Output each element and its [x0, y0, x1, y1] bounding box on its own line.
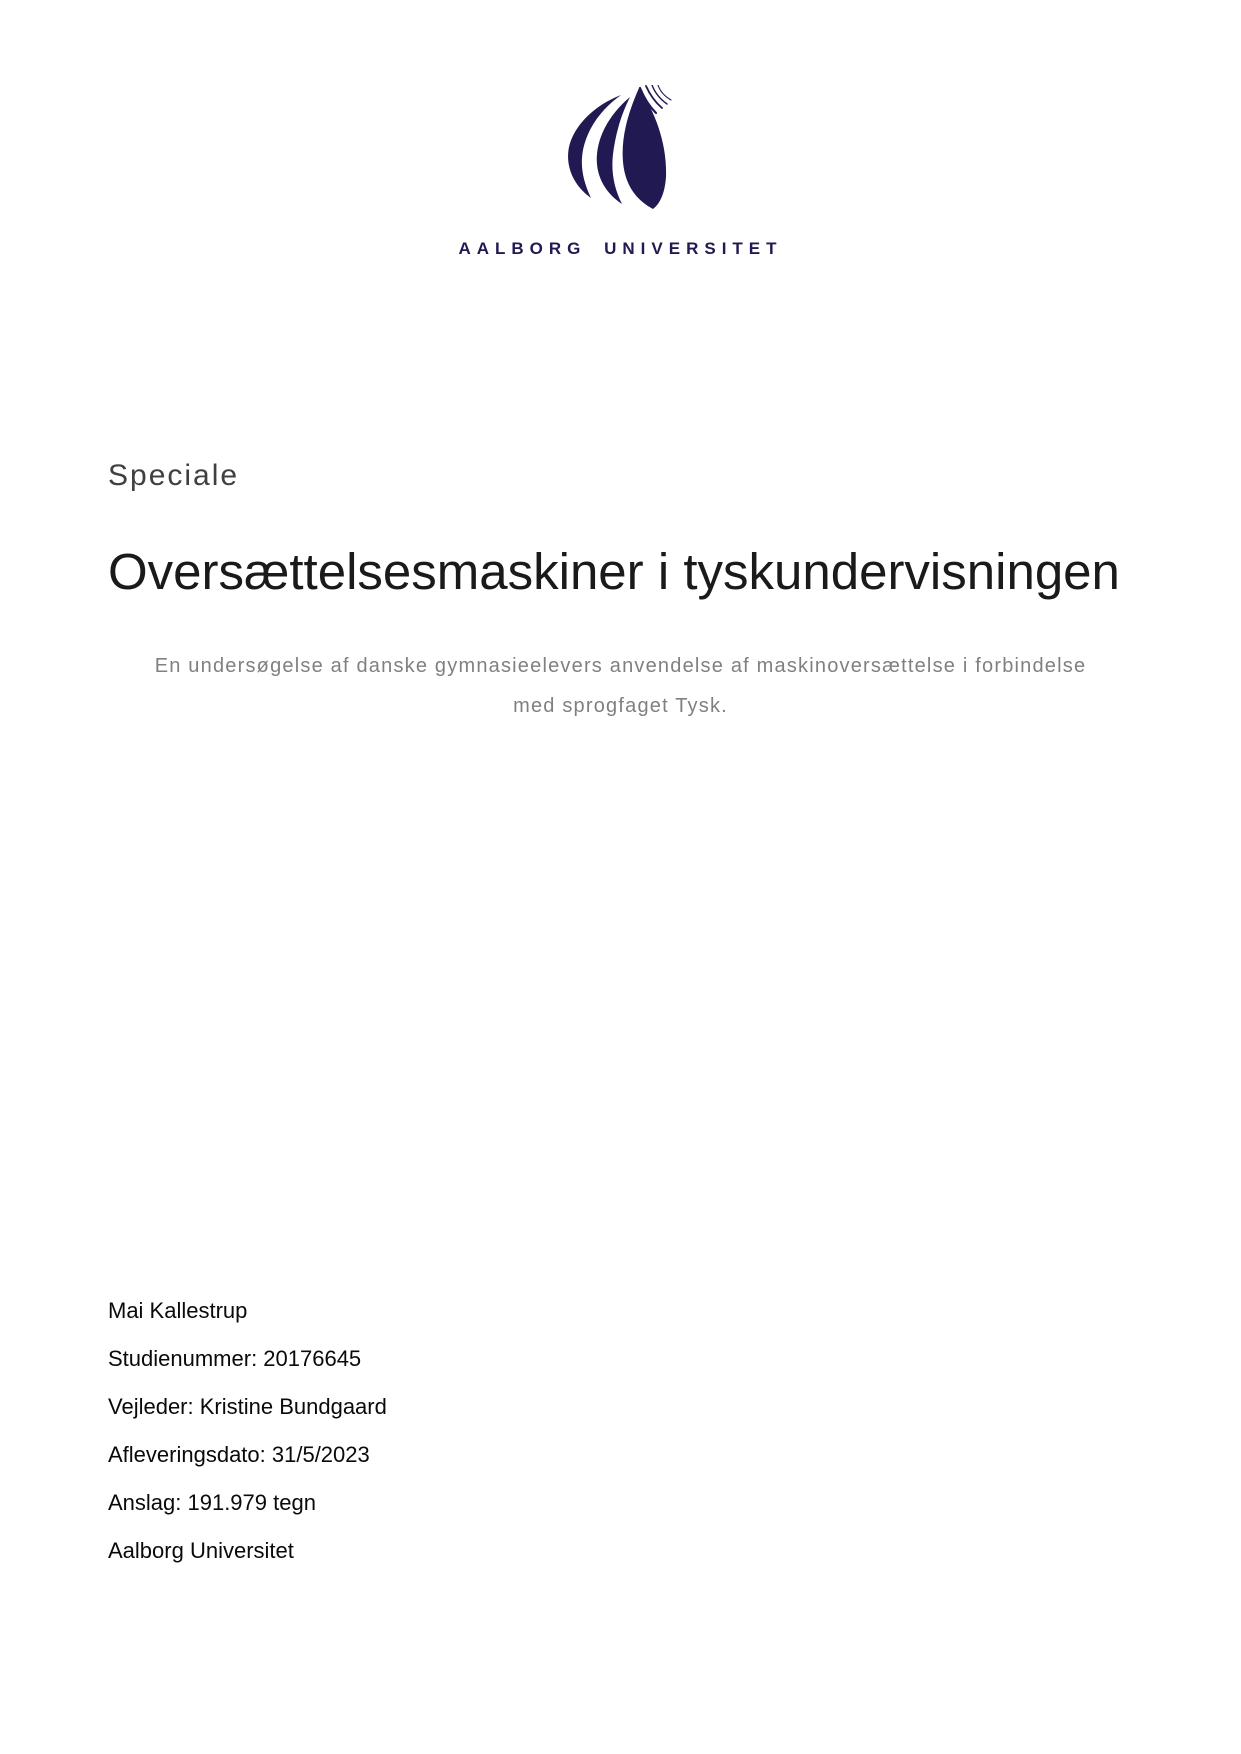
institution-name: Aalborg Universitet: [108, 1538, 294, 1563]
character-count: Anslag: 191.979 tegn: [108, 1490, 316, 1515]
university-logo: [0, 85, 1241, 259]
author-name: Mai Kallestrup: [108, 1298, 248, 1323]
author-info-block: [108, 1287, 387, 1575]
aau-swirl-logo-icon: [563, 85, 679, 213]
subtitle-line-2: med sprogfaget Tysk.: [513, 695, 728, 717]
supervisor: Vejleder: Kristine Bundgaard: [108, 1394, 387, 1419]
subtitle-line-1: En undersøgelse af danske gymnasieelevers anvendelse af maskinoversættelse i forbindelse: [154, 655, 1087, 677]
page-title: Oversættelsesmaskiner i tyskundervisningen: [108, 543, 1120, 600]
page-subtitle: [108, 646, 1133, 726]
student-number: Studienummer: 20176645: [108, 1346, 362, 1371]
university-wordmark: AALBORG UNIVERSITET: [458, 239, 783, 258]
submission-date: Afleveringsdato: 31/5/2023: [108, 1442, 370, 1467]
document-type-label: Speciale: [108, 459, 240, 492]
